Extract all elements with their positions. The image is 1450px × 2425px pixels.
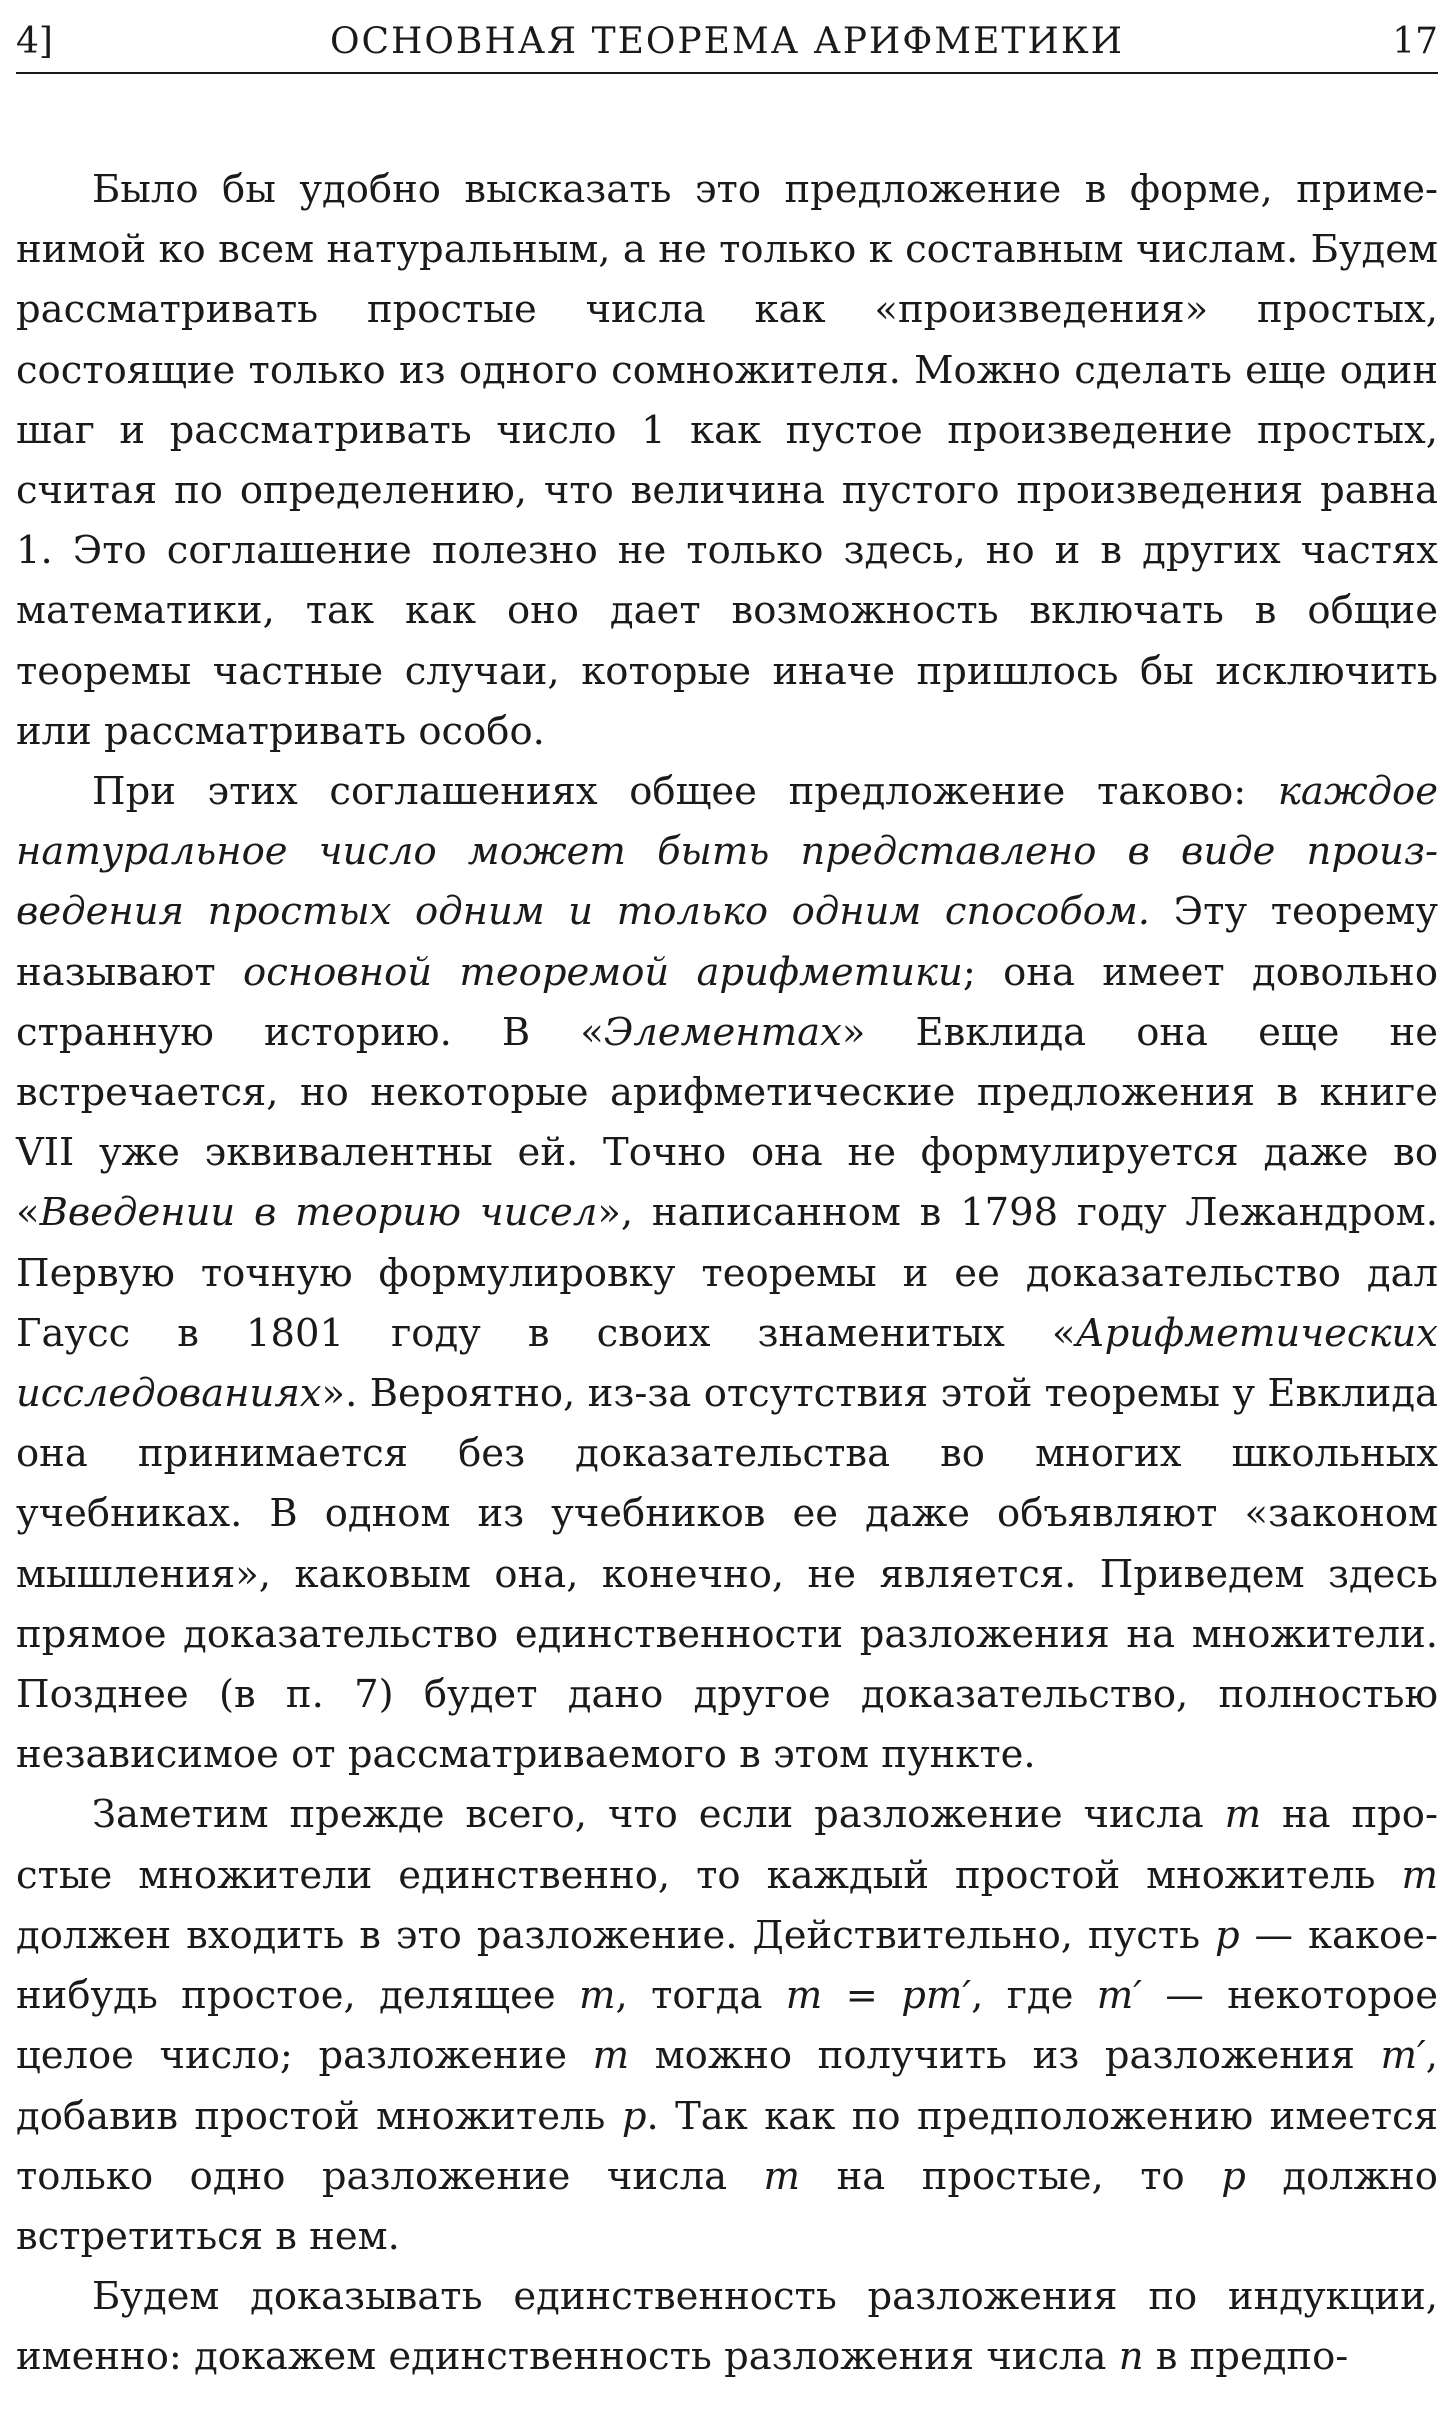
paragraph-4: Будем доказывать единственность разложения по индукции, именно: докажем единственность разложения числа n в предпо- xyxy=(16,2274,1438,2380)
math-var: p xyxy=(621,2093,647,2139)
theorem-name: основной теоремой арифметики xyxy=(243,949,963,995)
section-number: 4] xyxy=(16,21,53,62)
book-title-gauss: Арифметических исследованиях xyxy=(16,1310,1438,1417)
running-header xyxy=(16,12,1438,74)
math-var: m xyxy=(1401,1852,1438,1898)
page-body xyxy=(16,160,1438,2388)
page-number: 17 xyxy=(1392,21,1438,62)
paragraph-1: Было бы удобно высказать это предложение в форме, применимой ко всем натуральным, а не только к составным числам. Будем рассматривать простые числа как «произведения» простых, состоящие только из одного сомножителя. Можно сделать еще один шаг и рассматривать число 1 как пустое произведение простых, считая по определению, что величина пустого произведения равна 1. Это соглашение полезно не только здесь, но и в других частях математики, так как оно дает возможность включать в общие теоремы частные случаи, которые иначе пришлось бы исключить или рассматривать особо. xyxy=(16,167,1438,754)
paragraph-3: Заметим прежде всего, что если разложение числа m на простые множители единственно, то каждый простой множитель m должен входить в это разложение. Действительно, пусть p — какое-нибудь простое, делящее m, тогда m = pm′, где m′ — некоторое целое число; разложение m можно получить из разложения m′, добавив простой множитель p. Так как по предположению имеется только одно разложение числа m на простые, то p должно встретиться в нем. xyxy=(16,1792,1439,2259)
book-title-elements: Элементах xyxy=(603,1009,842,1055)
math-var: m′ xyxy=(1380,2033,1426,2079)
math-equation: m = pm′ xyxy=(785,1973,972,2019)
math-var: m xyxy=(592,2033,630,2079)
paragraph-2: При этих соглашениях общее предложение таково: каждое натуральное число может быть представлено в виде произведения простых одним и только одним способом. Эту теорему называют основной теоремой арифметики; она имеет довольно странную историю. В «Элементах» Евклида она еще не встречается, но некоторые арифметические предложения в книге VII уже эквивалентны ей. Точно она не формулируется даже во «Введении в теорию чисел», написанном в 1798 году Лежандром. Первую точную формулировку теоремы и ее доказательство дал Гаусс в 1801 году в своих знаменитых «Арифметических исследованиях». Вероятно, из-за отсутствия этой теоремы у Евклида она принимается без доказательства во многих школьных учебниках. В одном из учебников ее даже объявляют «законом мышления», каковым она, конечно, не является. Приведем здесь прямое доказательство единственности разложения на множители. Позднее (в п. 7) будет дано другое доказательство, полностью независимое от рассматриваемого в этом пункте. xyxy=(16,769,1439,1778)
book-title-legendre: Введении в теорию чисел xyxy=(39,1190,598,1236)
theorem-statement: каждое натуральное число может быть представлено в виде произведения простых одним и только одним способом. xyxy=(16,769,1438,935)
math-var: n xyxy=(1118,2334,1144,2380)
chapter-title: ОСНОВНАЯ ТЕОРЕМА АРИФМЕТИКИ xyxy=(329,21,1125,62)
math-var: m xyxy=(579,1973,616,2019)
math-var: m xyxy=(1224,1792,1262,1838)
book-page xyxy=(16,0,1438,2425)
math-var: m xyxy=(763,2153,801,2199)
math-var: p xyxy=(1221,2153,1246,2199)
math-var: m′ xyxy=(1096,1973,1143,2019)
math-var: p xyxy=(1214,1912,1240,1958)
